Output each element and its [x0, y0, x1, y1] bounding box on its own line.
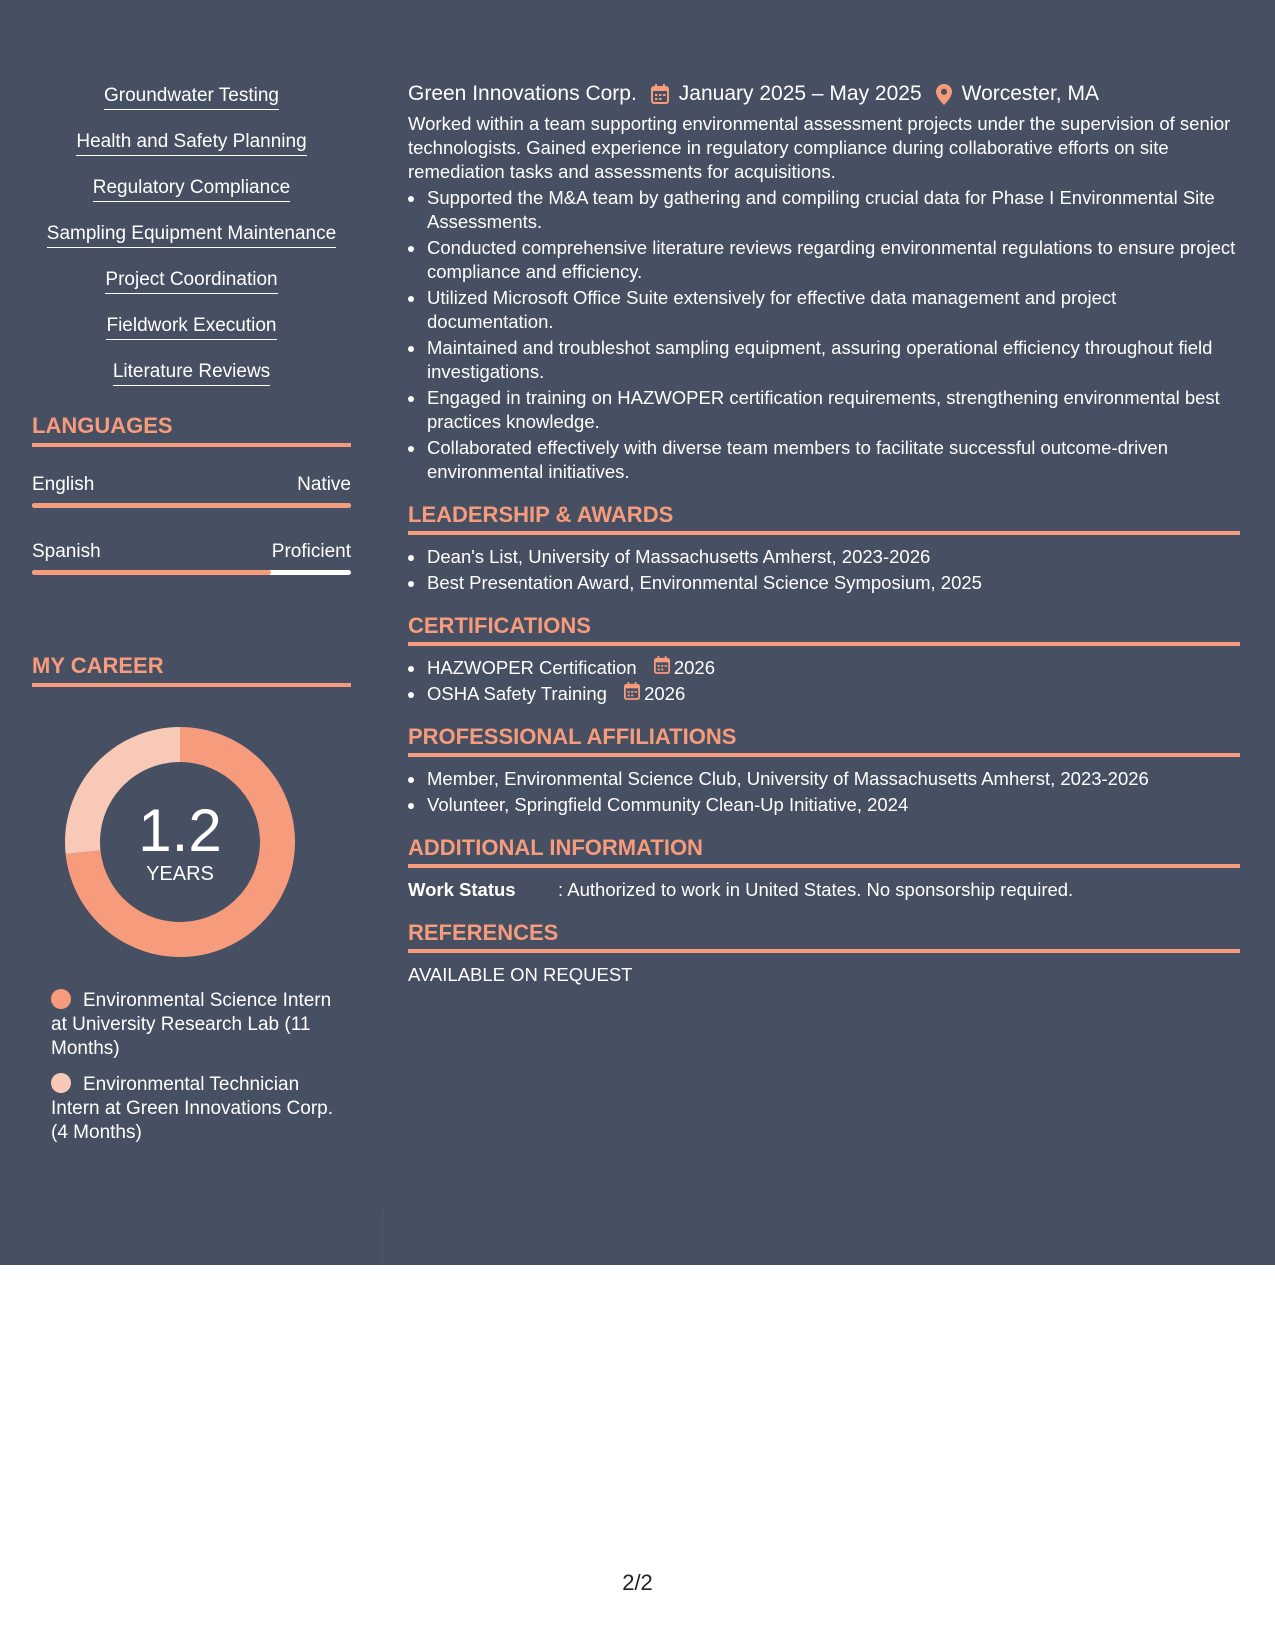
affiliations-list	[408, 767, 1240, 817]
job-bullets	[408, 186, 1240, 484]
career-donut	[65, 727, 295, 957]
career-total-years: 1.2	[138, 797, 222, 864]
award-item: • Dean's List, University of Massachusetts Amherst, 2023-2026	[426, 545, 1240, 569]
job-location: Worcester, MA	[961, 82, 1099, 105]
languages-section	[32, 413, 351, 575]
legend-dot	[51, 1073, 71, 1093]
career-total-unit: YEARS	[146, 863, 214, 885]
language-level: Proficient	[271, 541, 351, 562]
skill-label: Literature Reviews	[113, 360, 270, 386]
job-bullet: • Utilized Microsoft Office Suite extensively for effective data management and project documentation.	[426, 286, 1240, 334]
language-row	[32, 540, 351, 575]
skill-item	[32, 268, 351, 294]
skill-item	[32, 360, 351, 386]
skill-item	[32, 176, 351, 202]
affiliations-title: PROFESSIONAL AFFILIATIONS	[408, 724, 1240, 757]
language-name: Spanish	[32, 541, 101, 562]
career-legend-item	[51, 1073, 341, 1145]
affiliation-item: • Member, Environmental Science Club, University of Massachusetts Amherst, 2023-2026	[426, 767, 1240, 791]
references-title: REFERENCES	[408, 920, 1240, 953]
work-status-label: Work Status	[408, 879, 516, 900]
awards-list	[408, 545, 1240, 595]
career-title: MY CAREER	[32, 653, 351, 687]
language-bar	[32, 570, 351, 575]
calendar-icon	[654, 656, 674, 680]
skill-item	[32, 314, 351, 340]
career-legend	[51, 989, 341, 1145]
certification-name: OSHA Safety Training	[427, 683, 607, 704]
career-legend-label: Environmental Science Intern at University Research Lab (11 Months)	[51, 990, 332, 1059]
references-text: AVAILABLE ON REQUEST	[408, 964, 633, 985]
skills-list	[32, 84, 351, 386]
skill-label: Sampling Equipment Maintenance	[47, 222, 336, 248]
work-status-value: : Authorized to work in United States. No sponsorship required.	[558, 879, 1074, 900]
language-bar-fill	[32, 503, 351, 508]
language-row	[32, 473, 351, 508]
calendar-icon	[624, 682, 644, 706]
skill-item	[32, 130, 351, 156]
job-bullet: • Maintained and troubleshot sampling equipment, assuring operational efficiency throughout field investigations.	[426, 336, 1240, 384]
affiliation-item: • Volunteer, Springfield Community Clean-Up Initiative, 2024	[426, 793, 1240, 817]
additional-info-title: ADDITIONAL INFORMATION	[408, 835, 1240, 868]
map-pin-icon	[936, 84, 952, 105]
skill-item	[32, 222, 351, 248]
certifications-list	[408, 656, 1240, 706]
language-bar	[32, 503, 351, 508]
job-bullet: • Engaged in training on HAZWOPER certification requirements, strengthening environmental best practices knowledge.	[426, 386, 1240, 434]
legend-dot	[51, 989, 71, 1009]
certification-year: 2026	[644, 683, 686, 704]
job-header	[408, 80, 1240, 108]
award-item: • Best Presentation Award, Environmental Science Symposium, 2025	[426, 571, 1240, 595]
job-bullet: • Supported the M&A team by gathering and compiling crucial data for Phase I Environmental Site Assessments.	[426, 186, 1240, 234]
job-company: Green Innovations Corp.	[408, 82, 637, 105]
career-section	[32, 653, 351, 1145]
language-bar-fill	[32, 570, 271, 575]
skill-label: Project Coordination	[105, 268, 277, 294]
work-status-row	[408, 878, 1240, 902]
languages-title: LANGUAGES	[32, 413, 351, 447]
certification-item	[426, 682, 1240, 706]
skill-item	[32, 84, 351, 110]
language-name: English	[32, 474, 95, 495]
job-summary: Worked within a team supporting environmental assessment projects under the supervision of senior technologists. Gained experience in regulatory compliance during collaborative efforts on site remediation tasks and assessments for acquisitions.	[408, 113, 1231, 182]
job-bullet: • Conducted comprehensive literature reviews regarding environmental regulations to ensure project compliance and efficiency.	[426, 236, 1240, 284]
job-bullet: • Collaborated effectively with diverse team members to facilitate successful outcome-driven environmental initiatives.	[426, 436, 1240, 484]
calendar-icon	[651, 84, 669, 104]
right-column	[408, 80, 1240, 987]
awards-title: LEADERSHIP & AWARDS	[408, 502, 1240, 535]
certification-name: HAZWOPER Certification	[427, 657, 637, 678]
job-dates: January 2025 – May 2025	[678, 82, 922, 105]
career-legend-item	[51, 989, 341, 1061]
column-divider	[382, 1210, 383, 1265]
certifications-title: CERTIFICATIONS	[408, 613, 1240, 646]
skill-label: Regulatory Compliance	[93, 176, 291, 202]
skill-label: Groundwater Testing	[104, 84, 279, 110]
certification-year: 2026	[673, 657, 716, 678]
left-column	[32, 84, 351, 1157]
page-number: 2/2	[622, 1570, 653, 1595]
skill-label: Fieldwork Execution	[106, 314, 276, 340]
certification-item	[426, 656, 1240, 680]
language-level: Native	[297, 474, 351, 495]
career-legend-label: Environmental Technician Intern at Green Innovations Corp. (4 Months)	[51, 1074, 333, 1143]
skill-label: Health and Safety Planning	[76, 130, 306, 156]
